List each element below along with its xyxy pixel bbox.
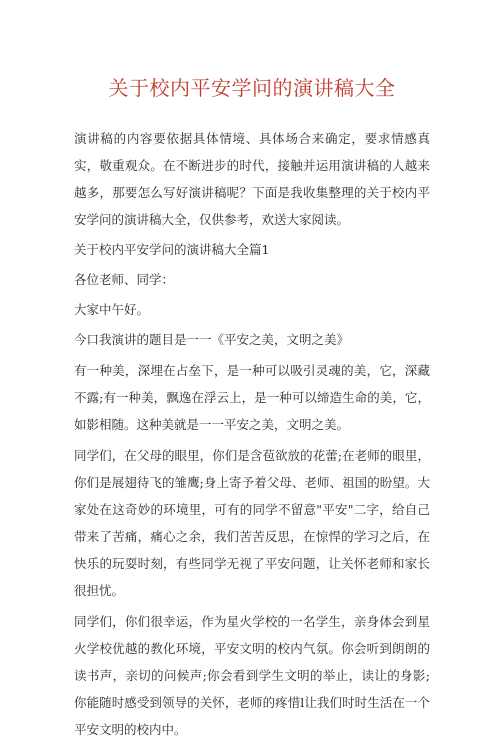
body-paragraph: 有一种美，深埋在占垒下，是一种可以吸引灵魂的美，它，深藏不露;有一种美，飘逸在浮云上，是一种可以缔造生命的美，它，如影相随。这种美就是一一平安之美，文明之美。 [74, 363, 430, 432]
speech-topic: 今口我演讲的题目是一一《平安之美，文明之美》 [74, 332, 350, 347]
intro-paragraph: 演讲稿的内容要依据具体情境、具体场合来确定，要求情感真实，敬重观众。在不断进步的时代，接触并运用演讲稿的人越来越多，那要怎么写好演讲稿呢？下面是我收集整理的关于校内平安学问的演讲稿大全，仅供参考，欢送大家阅读。 [74, 131, 430, 227]
body-paragraph: 同学们，在父母的眼里，你们是含苞欲放的花蕾;在老师的眼里，你们是展翅待飞的雏鹰;身上寄予着父母、老师、祖国的盼望。大家处在这奇妙的环境里，可有的同学不留意"平安"二字，给自己带来了苦痛，痛心之余，我们苦苦反思，在惊悍的学习之后，在快乐的玩耍时刻，有些同学无视了平安问题，让关怀老师和家长很担忧。 [74, 448, 430, 598]
section-heading: 关于校内平安学问的演讲稿大全篇1 [74, 242, 270, 257]
document-title: 关于校内平安学问的演讲稿大全 [108, 76, 396, 100]
salutation: 各位老师、同学： [74, 272, 175, 287]
body-paragraph: 同学们，你们很幸运，作为星火学校的一名学生，亲身体会到星火学校优越的教化环境，平安文明的校内气氛。你会听到朗朗的读书声，亲切的问候声;你会看到学生文明的举止，读让的身影;你能随时感受到领导的关怀，老师的疼惜l让我们时时生活在一个平安文明的校内中。 [74, 614, 430, 737]
greeting: 大家中午好。 [74, 302, 150, 317]
